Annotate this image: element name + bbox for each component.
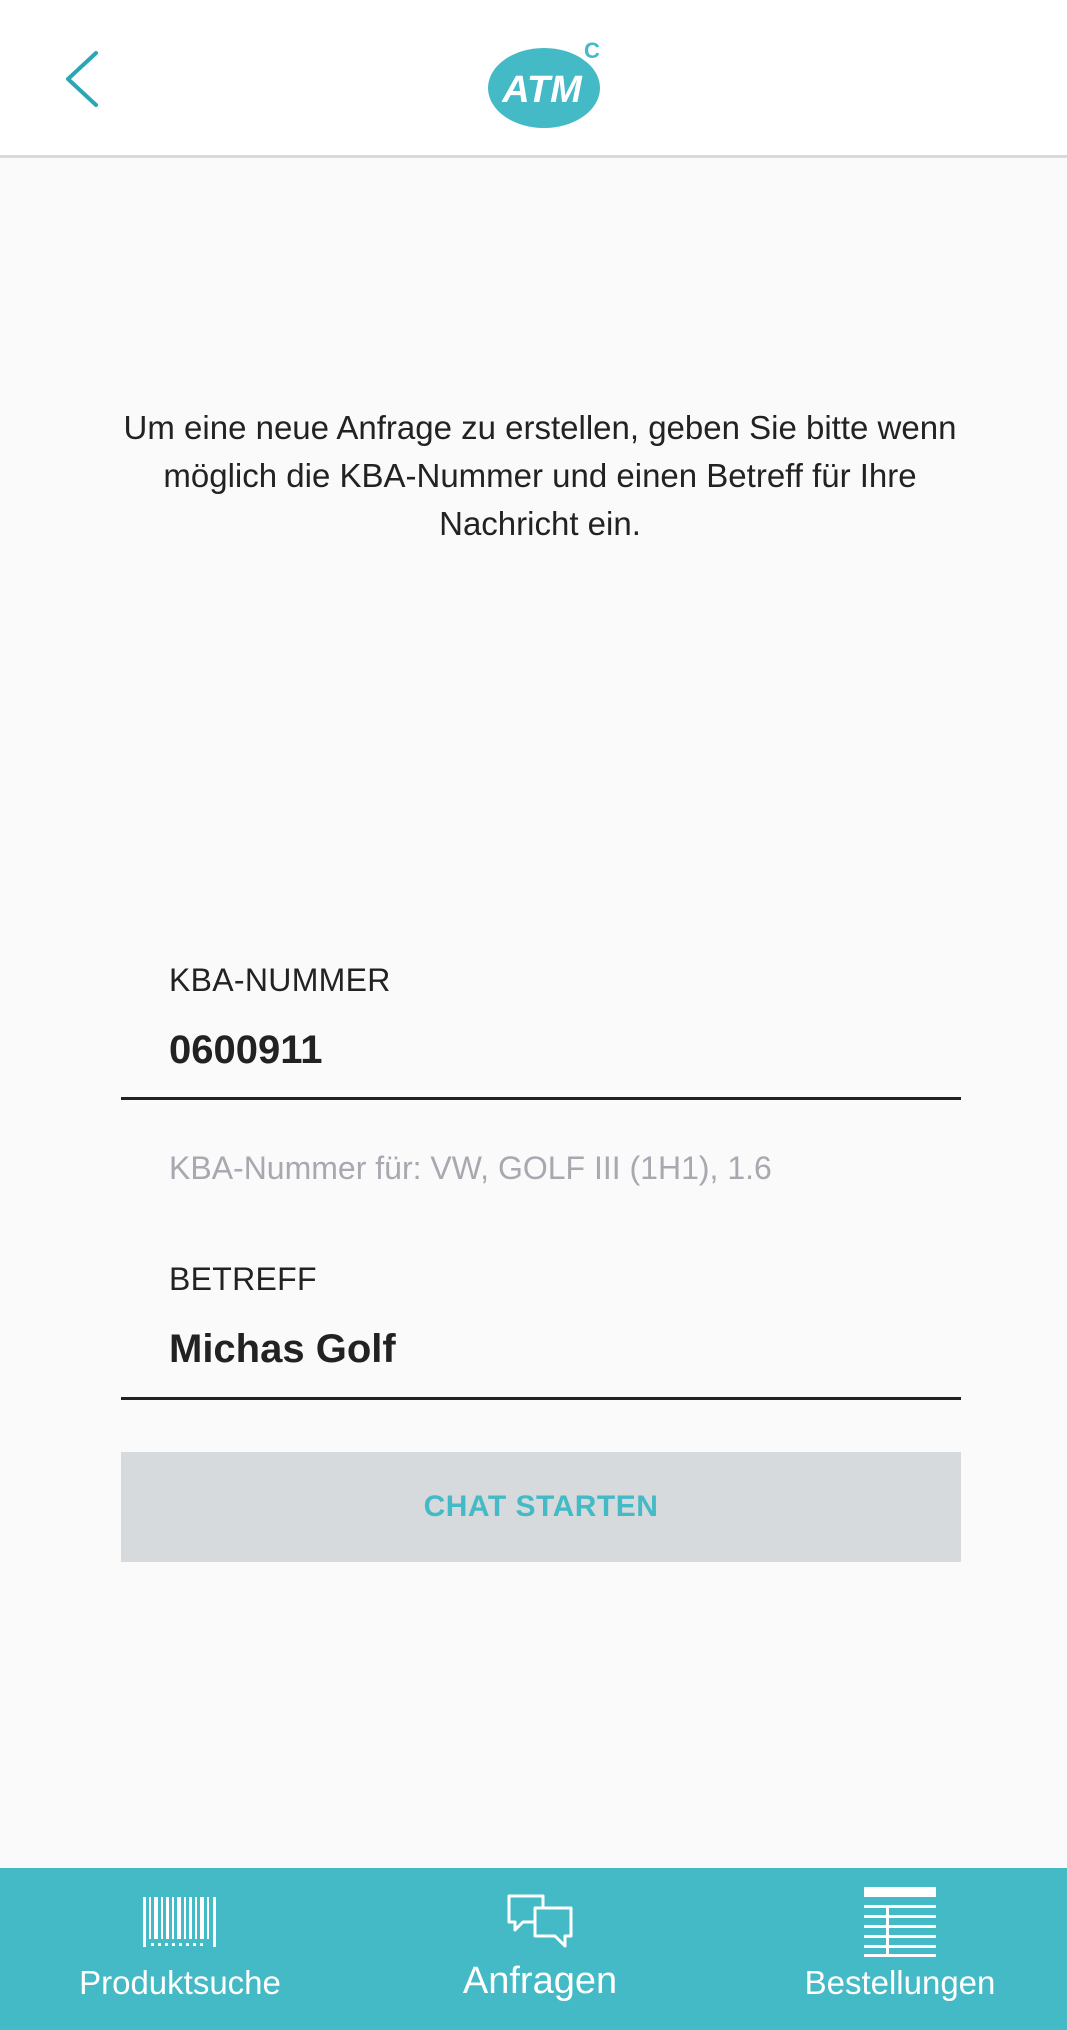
nav-item-produktsuche[interactable] (40, 1868, 320, 2030)
betreff-field[interactable] (121, 1261, 961, 1400)
kba-field[interactable] (121, 962, 961, 1100)
kba-input[interactable] (169, 1022, 929, 1078)
kba-hint: KBA-Nummer für: VW, GOLF III (1H1), 1.6 (169, 1150, 772, 1186)
nav-label-bestellungen: Bestellungen (804, 1964, 996, 2001)
kba-label: KBA-NUMMER (169, 962, 391, 998)
chat-start-button[interactable]: CHAT STARTEN (121, 1452, 961, 1562)
nav-item-anfragen[interactable] (400, 1868, 680, 2030)
betreff-input[interactable] (169, 1321, 929, 1377)
svg-text:C: C (584, 38, 600, 63)
barcode-icon (143, 1897, 217, 1947)
nav-label-anfragen: Anfragen (462, 1960, 618, 2002)
intro-text: Um eine neue Anfrage zu erstellen, geben Sie bitte wenn möglich die KBA-Nummer und einen Betreff für Ihre Nachricht ein. (123, 409, 957, 542)
nav-item-bestellungen[interactable] (770, 1868, 1030, 2030)
betreff-label: BETREFF (169, 1261, 317, 1297)
nav-label-produktsuche: Produktsuche (79, 1964, 281, 2001)
app-header (0, 0, 1067, 158)
chat-bubbles-icon (505, 1892, 575, 1952)
svg-text:ATM: ATM (502, 69, 582, 111)
chevron-left-icon (62, 49, 102, 109)
list-icon (864, 1887, 936, 1957)
bottom-nav (0, 1868, 1067, 2030)
atm-logo (484, 34, 610, 130)
back-button[interactable] (52, 40, 112, 118)
